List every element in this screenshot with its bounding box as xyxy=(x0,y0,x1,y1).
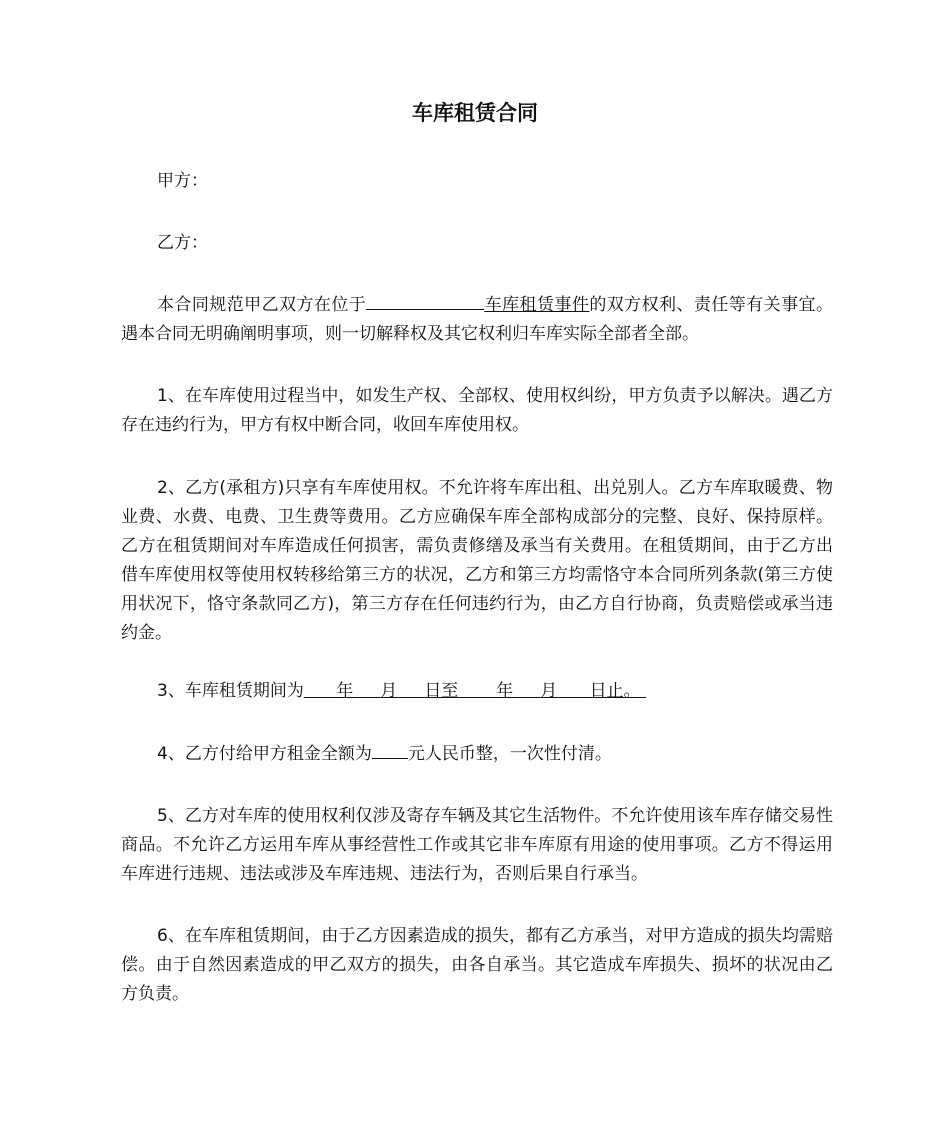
party-b-label: 乙方： xyxy=(157,233,208,253)
document-title: 车库租赁合同 xyxy=(412,101,538,125)
clause-4-prefix: 4、乙方付给甲方租金全额为 xyxy=(157,744,372,764)
intro-paragraph xyxy=(121,291,833,349)
intro-text: 本合同规范甲乙双方在位于 xyxy=(157,295,367,315)
year-2-label: 年 xyxy=(496,681,514,701)
clause-6: 6、在车库租赁期间，由于乙方因素造成的损失，都有乙方承当，对甲方造成的损失均需赔偿。由于自然因素造成的甲乙双方的损失，由各自承当。其它造成车库损失、损坏的状况由乙方负责。 xyxy=(121,926,833,1004)
clause-2: 2、乙方(承租方)只享有车库使用权。不允许将车库出租、出兑别人。乙方车库取暖费、物业费、水费、电费、卫生费等费用。乙方应确保车库全部构成部分的完整、良好、保持原样。乙方在租赁期间对车库造成任何损害，需负责修缮及承当有关费用。在租赁期间，由于乙方出借车库使用权等使用权转移给第三方的状况，乙方和第三方均需恪守本合同所列条款(第三方使用状况下，恪守条款同乙方)，第三方存在任何违约行为，由乙方自行协商，负责赔偿或承当违约金。 xyxy=(121,478,833,643)
clause-1: 1、在车库使用过程当中，如发生产权、全部权、使用权纠纷，甲方负责予以解决。遇乙方存在违约行为，甲方有权中断合同，收回车库使用权。 xyxy=(121,386,833,435)
month-2-label: 月 xyxy=(540,681,558,701)
day-2-label: 日止。 xyxy=(589,681,641,701)
clause-3 xyxy=(121,677,833,706)
clause-5: 5、乙方对车库的使用权利仅涉及寄存车辆及其它生活物件。不允许使用该车库存储交易性商品。不允许乙方运用车库从事经营性工作或其它非车库原有用途的使用事项。乙方不得运用车库进行违规、违法或涉及车库违规、违法行为，否则后果自行承当。 xyxy=(121,806,833,884)
clause-3-period xyxy=(304,681,646,701)
intro-text-rest: 的双方权利、责任等有关事宜。遇本合同无明确阐明事项，则一切解释权及其它权利归车库实际全部者全部。 xyxy=(121,295,833,344)
year-1-label: 年 xyxy=(336,681,354,701)
amount-blank xyxy=(372,740,408,759)
party-a-label: 甲方： xyxy=(157,171,208,191)
day-1-label: 日至 xyxy=(424,681,459,701)
clause-4-suffix: 元人民币整，一次性付清。 xyxy=(407,744,612,764)
clause-3-prefix: 3、车库租赁期间为 xyxy=(157,681,304,701)
clause-4 xyxy=(121,740,833,769)
location-blank xyxy=(366,291,484,310)
intro-underlined-text: 车库租赁事件 xyxy=(484,295,590,315)
month-1-label: 月 xyxy=(380,681,398,701)
